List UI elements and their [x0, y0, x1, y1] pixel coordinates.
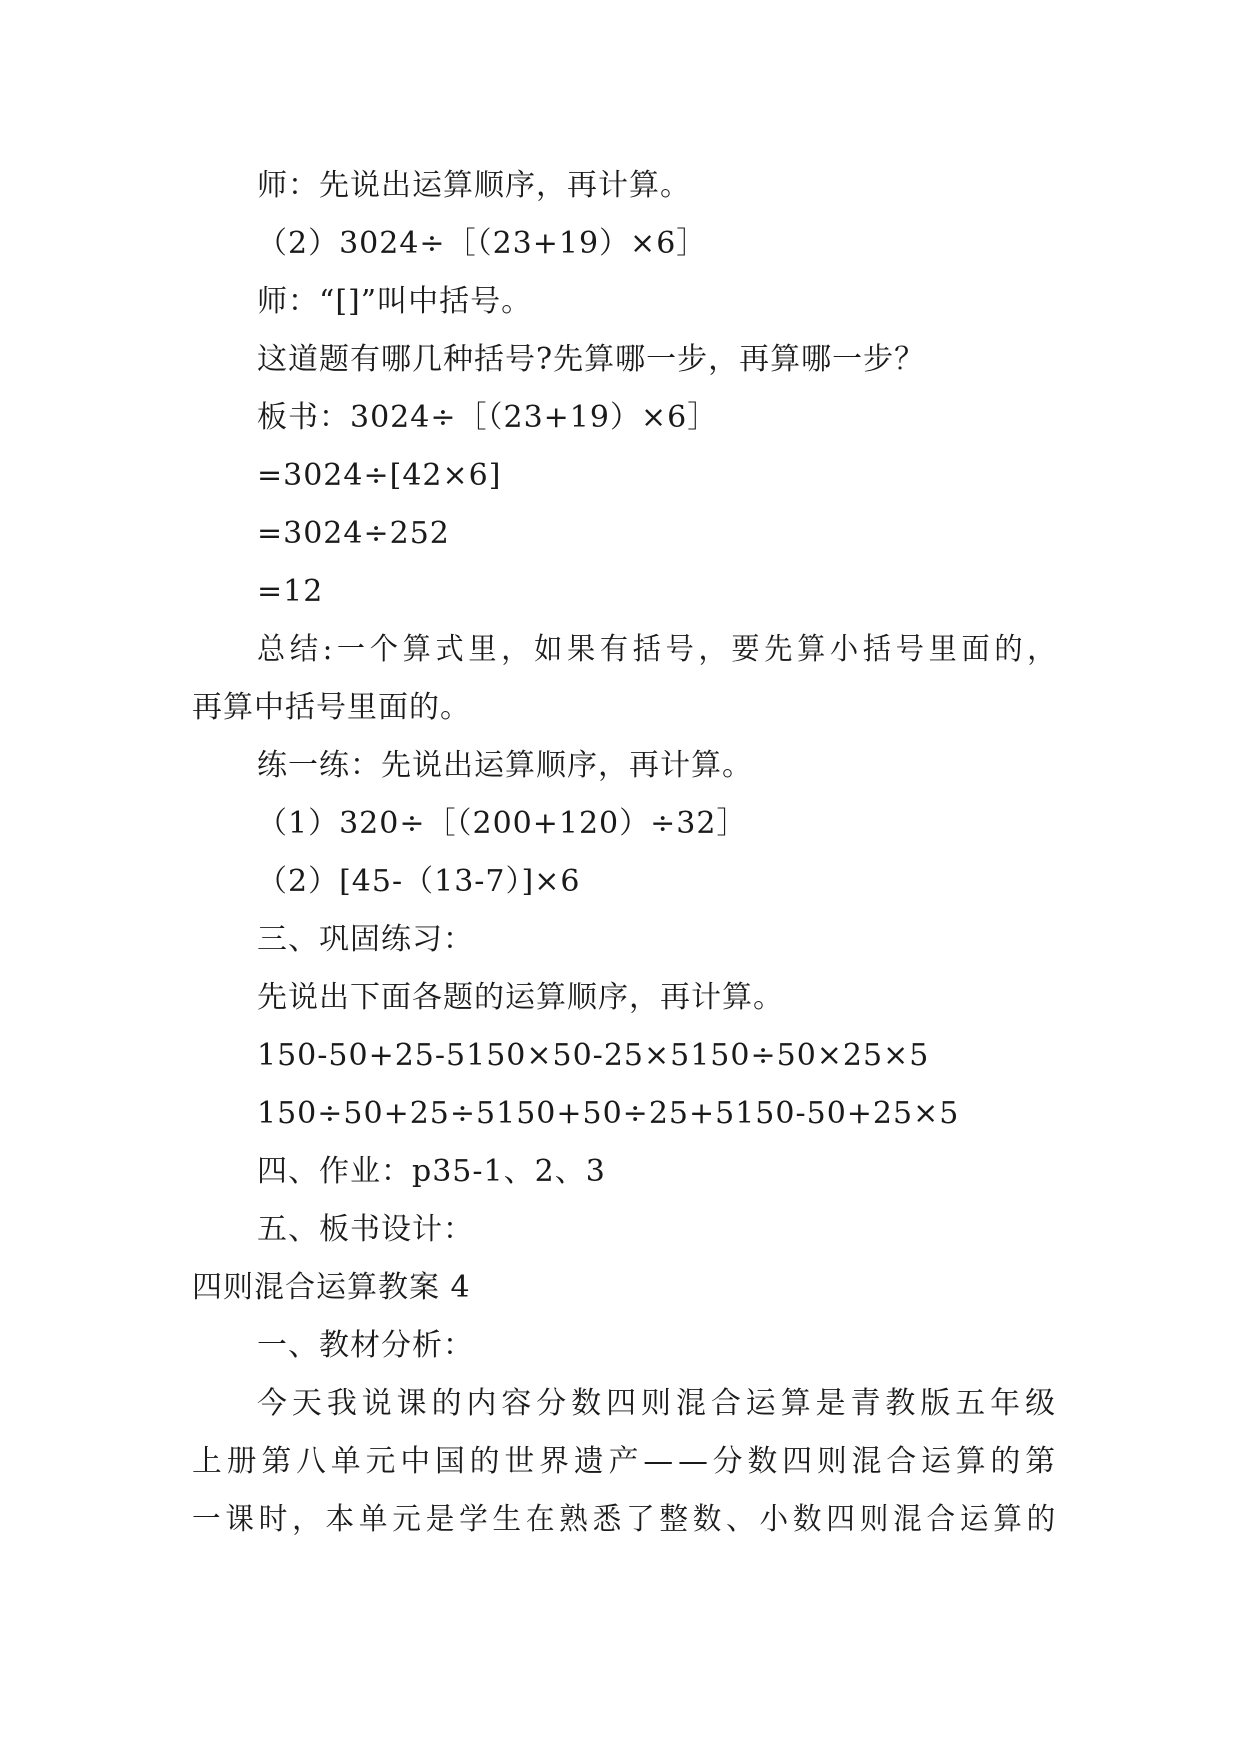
text-line: 师：先说出运算顺序，再计算。	[257, 168, 691, 203]
text-line: （2）3024÷［（23+19）×6］	[257, 226, 708, 261]
text-line: 150÷50+25÷5150+50÷25+5150-50+25×5	[257, 1096, 960, 1131]
document-title: 四则混合运算教案 4	[192, 1270, 471, 1305]
section-heading: 一、教材分析：	[257, 1328, 474, 1363]
text-line: （2）[45-（13-7）]×6	[257, 864, 581, 899]
text-line: 这道题有哪几种括号?先算哪一步，再算哪一步？	[257, 342, 926, 377]
text-line: 板书：3024÷［（23+19）×6］	[257, 400, 719, 435]
section-heading: 三、巩固练习：	[257, 922, 474, 957]
text-line: =3024÷252	[257, 516, 450, 551]
text-line: 一课时，本单元是学生在熟悉了整数、小数四则混合运算的	[192, 1502, 1060, 1537]
text-line: （1）320÷［（200+120）÷32］	[257, 806, 748, 841]
text-line: 上册第八单元中国的世界遗产——分数四则混合运算的第	[192, 1444, 1060, 1479]
text-line: 今天我说课的内容分数四则混合运算是青教版五年级	[257, 1386, 1060, 1421]
text-line: 先说出下面各题的运算顺序，再计算。	[257, 980, 784, 1015]
section-heading: 四、作业：p35-1、2、3	[257, 1154, 606, 1189]
text-line: =3024÷[42×6]	[257, 458, 502, 493]
section-heading: 五、板书设计：	[257, 1212, 474, 1247]
text-line: 再算中括号里面的。	[192, 690, 471, 725]
text-line: 练一练：先说出运算顺序，再计算。	[257, 748, 753, 783]
text-line: 150-50+25-5150×50-25×5150÷50×25×5	[257, 1038, 930, 1073]
text-line: =12	[257, 574, 324, 609]
text-line: 师：“[]”叫中括号。	[257, 284, 533, 319]
text-line: 总结:一个算式里，如果有括号，要先算小括号里面的，	[257, 632, 1061, 667]
